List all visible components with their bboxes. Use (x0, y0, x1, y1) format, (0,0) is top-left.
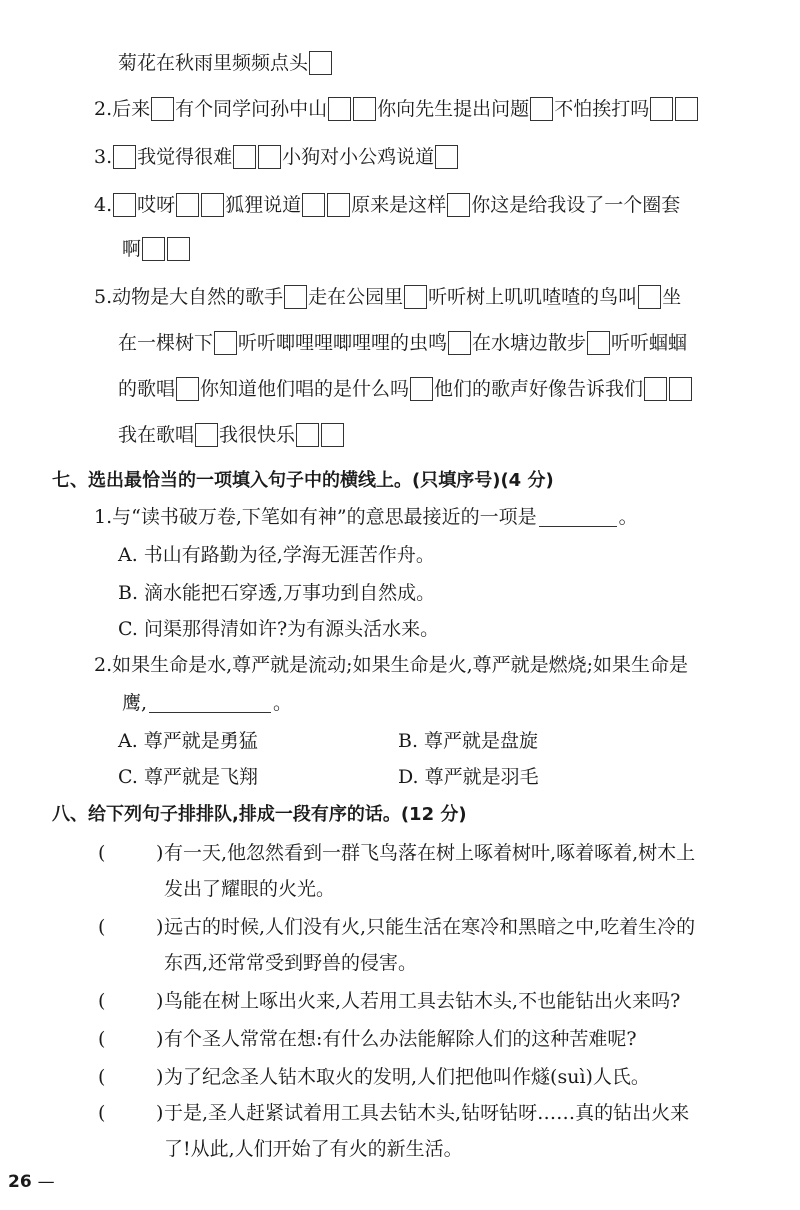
punct-box[interactable] (258, 145, 281, 169)
punct-box[interactable] (435, 145, 458, 169)
paren-open: ( (98, 990, 106, 1012)
order-answer-slot[interactable] (104, 1062, 152, 1090)
punct-box[interactable] (201, 193, 224, 217)
s6-q5-l3 (118, 376, 693, 402)
sentence-line: 远古的时候,人们没有火,只能生活在寒冷和黑暗之中,吃着生冷的 (164, 916, 696, 938)
punct-box[interactable] (284, 285, 307, 309)
paren-open: ( (98, 916, 106, 938)
s7-q2-option-c: C. 尊严就是飞翔 (118, 766, 258, 788)
punct-box[interactable] (195, 423, 218, 447)
text: 狐狸说道 (225, 194, 302, 216)
punct-box[interactable] (447, 193, 470, 217)
s7-q2-option-d: D. 尊严就是羽毛 (398, 766, 539, 788)
punct-box[interactable] (142, 237, 165, 261)
punct-box[interactable] (587, 331, 610, 355)
text: 我很快乐 (219, 424, 296, 446)
section-heading: 八、给下列句子排排队,排成一段有序的话。(12 分) (52, 804, 467, 825)
punct-box[interactable] (296, 423, 319, 447)
text: 的歌唱 (118, 378, 176, 400)
answer-blank[interactable] (539, 508, 617, 527)
text: 他们的歌声好像告诉我们 (434, 378, 644, 400)
text: 听听蝈蝈 (611, 332, 688, 354)
s7-q1 (94, 504, 638, 530)
text: 有个同学问孙中山 (175, 98, 328, 120)
text: 在水塘边散步 (472, 332, 587, 354)
sentence-line: 了!从此,人们开始了有火的新生活。 (164, 1138, 463, 1160)
text: 你知道他们唱的是什么吗 (200, 378, 410, 400)
punct-box[interactable] (214, 331, 237, 355)
paren-open: ( (98, 842, 106, 864)
punct-box[interactable] (448, 331, 471, 355)
paren-open: ( (98, 1066, 106, 1088)
punct-box[interactable] (113, 193, 136, 217)
sentence-line: 有一天,他忽然看到一群飞鸟落在树上啄着树叶,啄着啄着,树木上 (164, 842, 696, 864)
sentence-line: 于是,圣人赶紧试着用工具去钻木头,钻呀钻呀……真的钻出火来 (164, 1102, 690, 1124)
s6-q4 (94, 192, 680, 218)
text: 你向先生提出问题 (377, 98, 530, 120)
answer-blank[interactable] (149, 694, 271, 713)
section8-title (52, 802, 467, 828)
order-answer-slot[interactable] (104, 1098, 152, 1126)
sentence-line: 为了纪念圣人钻木取火的发明,人们把他叫作燧(suì)人氏。 (164, 1066, 650, 1088)
text: 听听唧哩哩唧哩哩的虫鸣 (238, 332, 448, 354)
punct-box[interactable] (644, 377, 667, 401)
sentence-line: 发出了耀眼的火光。 (164, 878, 336, 900)
punct-box[interactable] (302, 193, 325, 217)
text: 我在歌唱 (118, 424, 195, 446)
punct-box[interactable] (321, 423, 344, 447)
order-answer-slot[interactable] (104, 838, 152, 866)
s7-q2-cont (122, 690, 292, 716)
punct-box[interactable] (328, 97, 351, 121)
section-heading: 七、选出最恰当的一项填入句子中的横线上。(只填序号)(4 分) (52, 470, 554, 491)
text: 。 (618, 506, 638, 528)
order-answer-slot[interactable] (104, 912, 152, 940)
paren-close: ) (156, 1102, 164, 1124)
s6-q4-cont (122, 236, 191, 262)
s7-q1-option-c: C. 问渠那得清如许?为有源头活水来。 (118, 618, 440, 640)
page-number: 26 (8, 1172, 32, 1192)
order-answer-slot[interactable] (104, 986, 152, 1014)
punct-box[interactable] (638, 285, 661, 309)
question-stem: 2.如果生命是水,尊严就是流动;如果生命是火,尊严就是燃烧;如果生命是 (94, 654, 689, 676)
sentence-line: 东西,还常常受到野兽的侵害。 (164, 952, 418, 974)
punct-box[interactable] (176, 193, 199, 217)
s7-q1-option-b: B. 滴水能把石穿透,万事功到自然成。 (118, 582, 436, 604)
paren-open: ( (98, 1102, 106, 1124)
punct-box[interactable] (151, 97, 174, 121)
punct-box[interactable] (669, 377, 692, 401)
text: 原来是这样 (351, 194, 447, 216)
q-number: 4. (94, 194, 113, 216)
text: 鹰, (122, 692, 148, 714)
paren-close: ) (156, 1066, 164, 1088)
q-number: 5. (94, 286, 113, 308)
paren-close: ) (156, 916, 164, 938)
s7-q1-option-a: A. 书山有路勤为径,学海无涯苦作舟。 (118, 544, 435, 566)
q-number: 2. (94, 98, 113, 120)
text: 在一棵树下 (118, 332, 214, 354)
paren-open: ( (98, 1028, 106, 1050)
text: 听听树上叽叽喳喳的鸟叫 (428, 286, 638, 308)
punct-box[interactable] (650, 97, 673, 121)
text: 。 (273, 692, 293, 714)
text: 不怕挨打吗 (554, 98, 650, 120)
q-number: 3. (94, 146, 113, 168)
order-answer-slot[interactable] (104, 1024, 152, 1052)
punct-box[interactable] (675, 97, 698, 121)
s6-q5-l4 (118, 422, 345, 448)
s6-q5-l1 (94, 284, 681, 310)
s7-q2-option-b: B. 尊严就是盘旋 (398, 730, 539, 752)
text: 你这是给我设了一个圈套 (471, 194, 681, 216)
section7-title (52, 468, 554, 494)
punct-box[interactable] (410, 377, 433, 401)
s6-q5-l2 (118, 330, 687, 356)
text: 小狗对小公鸡说道 (282, 146, 435, 168)
text: 走在公园里 (308, 286, 404, 308)
s7-q2 (94, 652, 688, 678)
paren-close: ) (156, 842, 164, 864)
text: 后来 (112, 98, 151, 120)
text: 啊 (122, 238, 142, 260)
page-footer (8, 1172, 55, 1192)
sentence-line: 鸟能在树上啄出火来,人若用工具去钻木头,不也能钻出火来吗? (164, 990, 681, 1012)
paren-close: ) (156, 1028, 164, 1050)
punct-box[interactable] (113, 145, 136, 169)
text: 哎呀 (137, 194, 176, 216)
punct-box[interactable] (167, 237, 190, 261)
s6-q3 (94, 144, 459, 170)
punct-box[interactable] (530, 97, 553, 121)
punct-box[interactable] (404, 285, 427, 309)
punct-box[interactable] (176, 377, 199, 401)
punct-box[interactable] (327, 193, 350, 217)
text: 坐 (662, 286, 682, 308)
text: 菊花在秋雨里频频点头 (118, 52, 309, 74)
text: 我觉得很难 (137, 146, 233, 168)
footer-dash: — (37, 1172, 55, 1192)
s6-q2 (94, 96, 699, 122)
punct-box[interactable] (353, 97, 376, 121)
sentence-line: 有个圣人常常在想:有什么办法能解除人们的这种苦难呢? (164, 1028, 637, 1050)
paren-close: ) (156, 990, 164, 1012)
s6-line-0 (118, 50, 333, 76)
text: 动物是大自然的歌手 (112, 286, 284, 308)
punct-box[interactable] (233, 145, 256, 169)
s7-q2-option-a: A. 尊严就是勇猛 (118, 730, 258, 752)
punct-box[interactable] (309, 51, 332, 75)
question-stem: 1.与“读书破万卷,下笔如有神”的意思最接近的一项是 (94, 506, 537, 528)
